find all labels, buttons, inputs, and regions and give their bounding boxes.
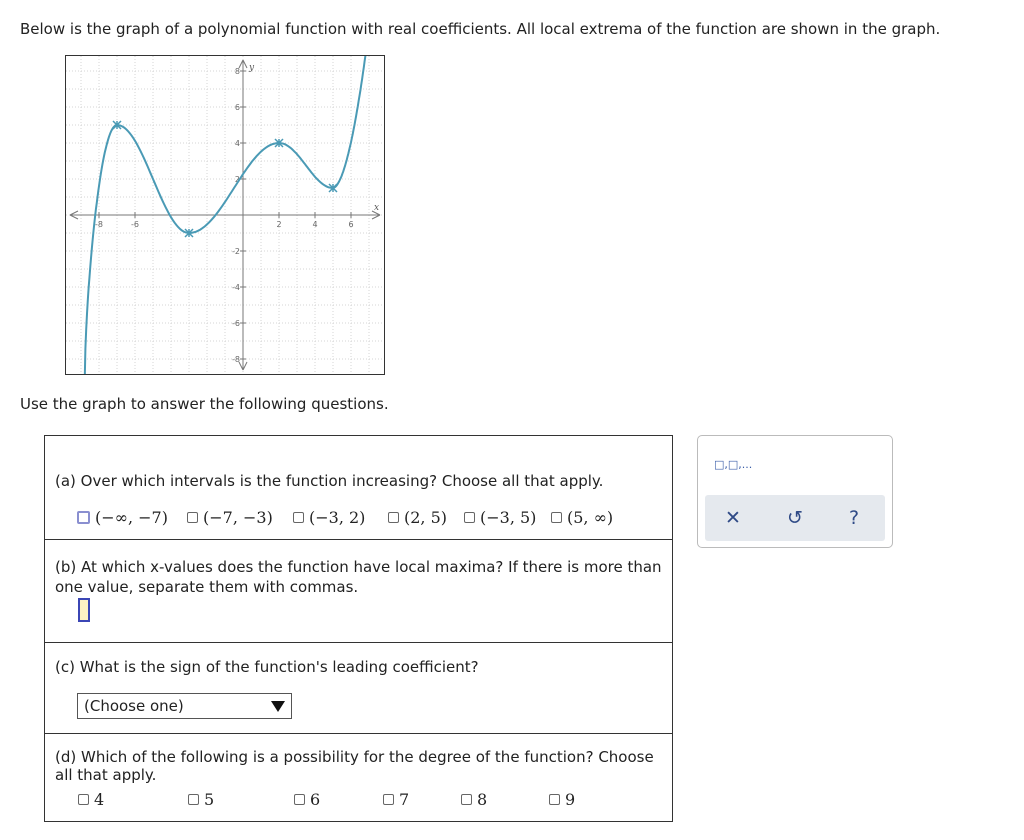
question-c-prompt: (c) What is the sign of the function's leading coefficient? <box>55 658 479 676</box>
x-axis-label: x <box>374 203 380 213</box>
dropdown-arrow-icon <box>271 701 285 712</box>
option-a-4-checkbox[interactable] <box>388 512 399 523</box>
option-a-5-label: (−3, 5) <box>480 508 537 527</box>
option-a-1-checkbox[interactable] <box>77 511 90 524</box>
interval-list-template-button[interactable]: □,□,... <box>714 458 753 471</box>
option-a-2-checkbox[interactable] <box>187 512 198 523</box>
option-a-3[interactable] <box>293 508 365 527</box>
question-a-prompt: (a) Over which intervals is the function increasing? Choose all that apply. <box>55 472 604 490</box>
question-c-section <box>45 642 672 733</box>
help-icon[interactable]: ? <box>848 507 860 529</box>
y-tick-label: 6 <box>234 103 240 112</box>
question-b-section <box>45 539 672 642</box>
option-d-4-checkbox[interactable] <box>383 794 394 805</box>
undo-icon[interactable]: ↺ <box>787 507 803 529</box>
question-b-prompt-line1: (b) At which x-values does the function have local maxima? If there is more than <box>55 558 662 576</box>
option-a-5[interactable] <box>464 508 536 527</box>
y-tick-label: 2 <box>234 175 240 184</box>
y-axis-label: y <box>249 63 255 73</box>
y-tick-label: 4 <box>234 139 240 148</box>
y-tick-label: -8 <box>232 355 240 364</box>
question-b-prompt <box>55 557 662 597</box>
question-box <box>44 435 673 822</box>
option-a-6[interactable] <box>551 508 613 527</box>
y-tick-label: -2 <box>232 247 240 256</box>
option-d-1-checkbox[interactable] <box>78 794 89 805</box>
y-tick-label: 8 <box>234 67 240 76</box>
leading-coefficient-select-value: (Choose one) <box>84 697 184 715</box>
question-a-section <box>45 436 672 539</box>
option-a-4[interactable] <box>388 508 447 527</box>
option-a-3-label: (−3, 2) <box>309 508 366 527</box>
x-tick-label: -8 <box>95 220 103 229</box>
option-a-1[interactable] <box>77 508 168 527</box>
x-tick-label: -6 <box>131 220 139 229</box>
polynomial-graph <box>65 55 385 375</box>
tool-button-bar <box>705 495 885 541</box>
option-a-4-label: (2, 5) <box>404 508 448 527</box>
option-d-2-checkbox[interactable] <box>188 794 199 805</box>
option-a-5-checkbox[interactable] <box>464 512 475 523</box>
instruction-text: Use the graph to answer the following questions. <box>20 395 389 413</box>
leading-coefficient-select[interactable] <box>77 693 292 719</box>
option-a-3-checkbox[interactable] <box>293 512 304 523</box>
option-d-5-checkbox[interactable] <box>461 794 472 805</box>
question-d-prompt-line1: (d) Which of the following is a possibility for the degree of the function? Choose <box>55 748 654 766</box>
question-d-prompt <box>55 748 654 784</box>
question-b-prompt-line2: one value, separate them with commas. <box>55 578 359 596</box>
graph-svg <box>66 56 384 374</box>
option-d-4-label: 7 <box>399 790 410 809</box>
option-d-6-checkbox[interactable] <box>549 794 560 805</box>
question-d-prompt-line2: all that apply. <box>55 766 157 784</box>
option-d-6-label: 9 <box>565 790 576 809</box>
local-maxima-input[interactable] <box>78 598 90 622</box>
option-d-3-label: 6 <box>310 790 321 809</box>
clear-icon[interactable]: ✕ <box>725 507 741 529</box>
option-d-1[interactable] <box>78 790 104 809</box>
option-d-3-checkbox[interactable] <box>294 794 305 805</box>
option-a-2[interactable] <box>187 508 273 527</box>
x-tick-label: 2 <box>276 220 282 229</box>
y-tick-label: -4 <box>232 283 240 292</box>
option-a-6-checkbox[interactable] <box>551 512 562 523</box>
option-d-1-label: 4 <box>94 790 105 809</box>
option-a-1-label: (−∞, −7) <box>95 508 168 527</box>
y-tick-label: -6 <box>232 319 240 328</box>
option-d-4[interactable] <box>383 790 409 809</box>
question-d-section <box>45 733 672 823</box>
option-d-3[interactable] <box>294 790 320 809</box>
intro-text: Below is the graph of a polynomial function with real coefficients. All local extrema of the function are shown in the graph. <box>20 20 941 38</box>
answer-tool-panel <box>697 435 893 548</box>
x-tick-label: 6 <box>348 220 354 229</box>
option-a-6-label: (5, ∞) <box>567 508 614 527</box>
option-a-2-label: (−7, −3) <box>203 508 273 527</box>
x-tick-label: 4 <box>312 220 318 229</box>
option-d-2-label: 5 <box>204 790 215 809</box>
option-d-6[interactable] <box>549 790 575 809</box>
option-d-5-label: 8 <box>477 790 488 809</box>
option-d-2[interactable] <box>188 790 214 809</box>
option-d-5[interactable] <box>461 790 487 809</box>
